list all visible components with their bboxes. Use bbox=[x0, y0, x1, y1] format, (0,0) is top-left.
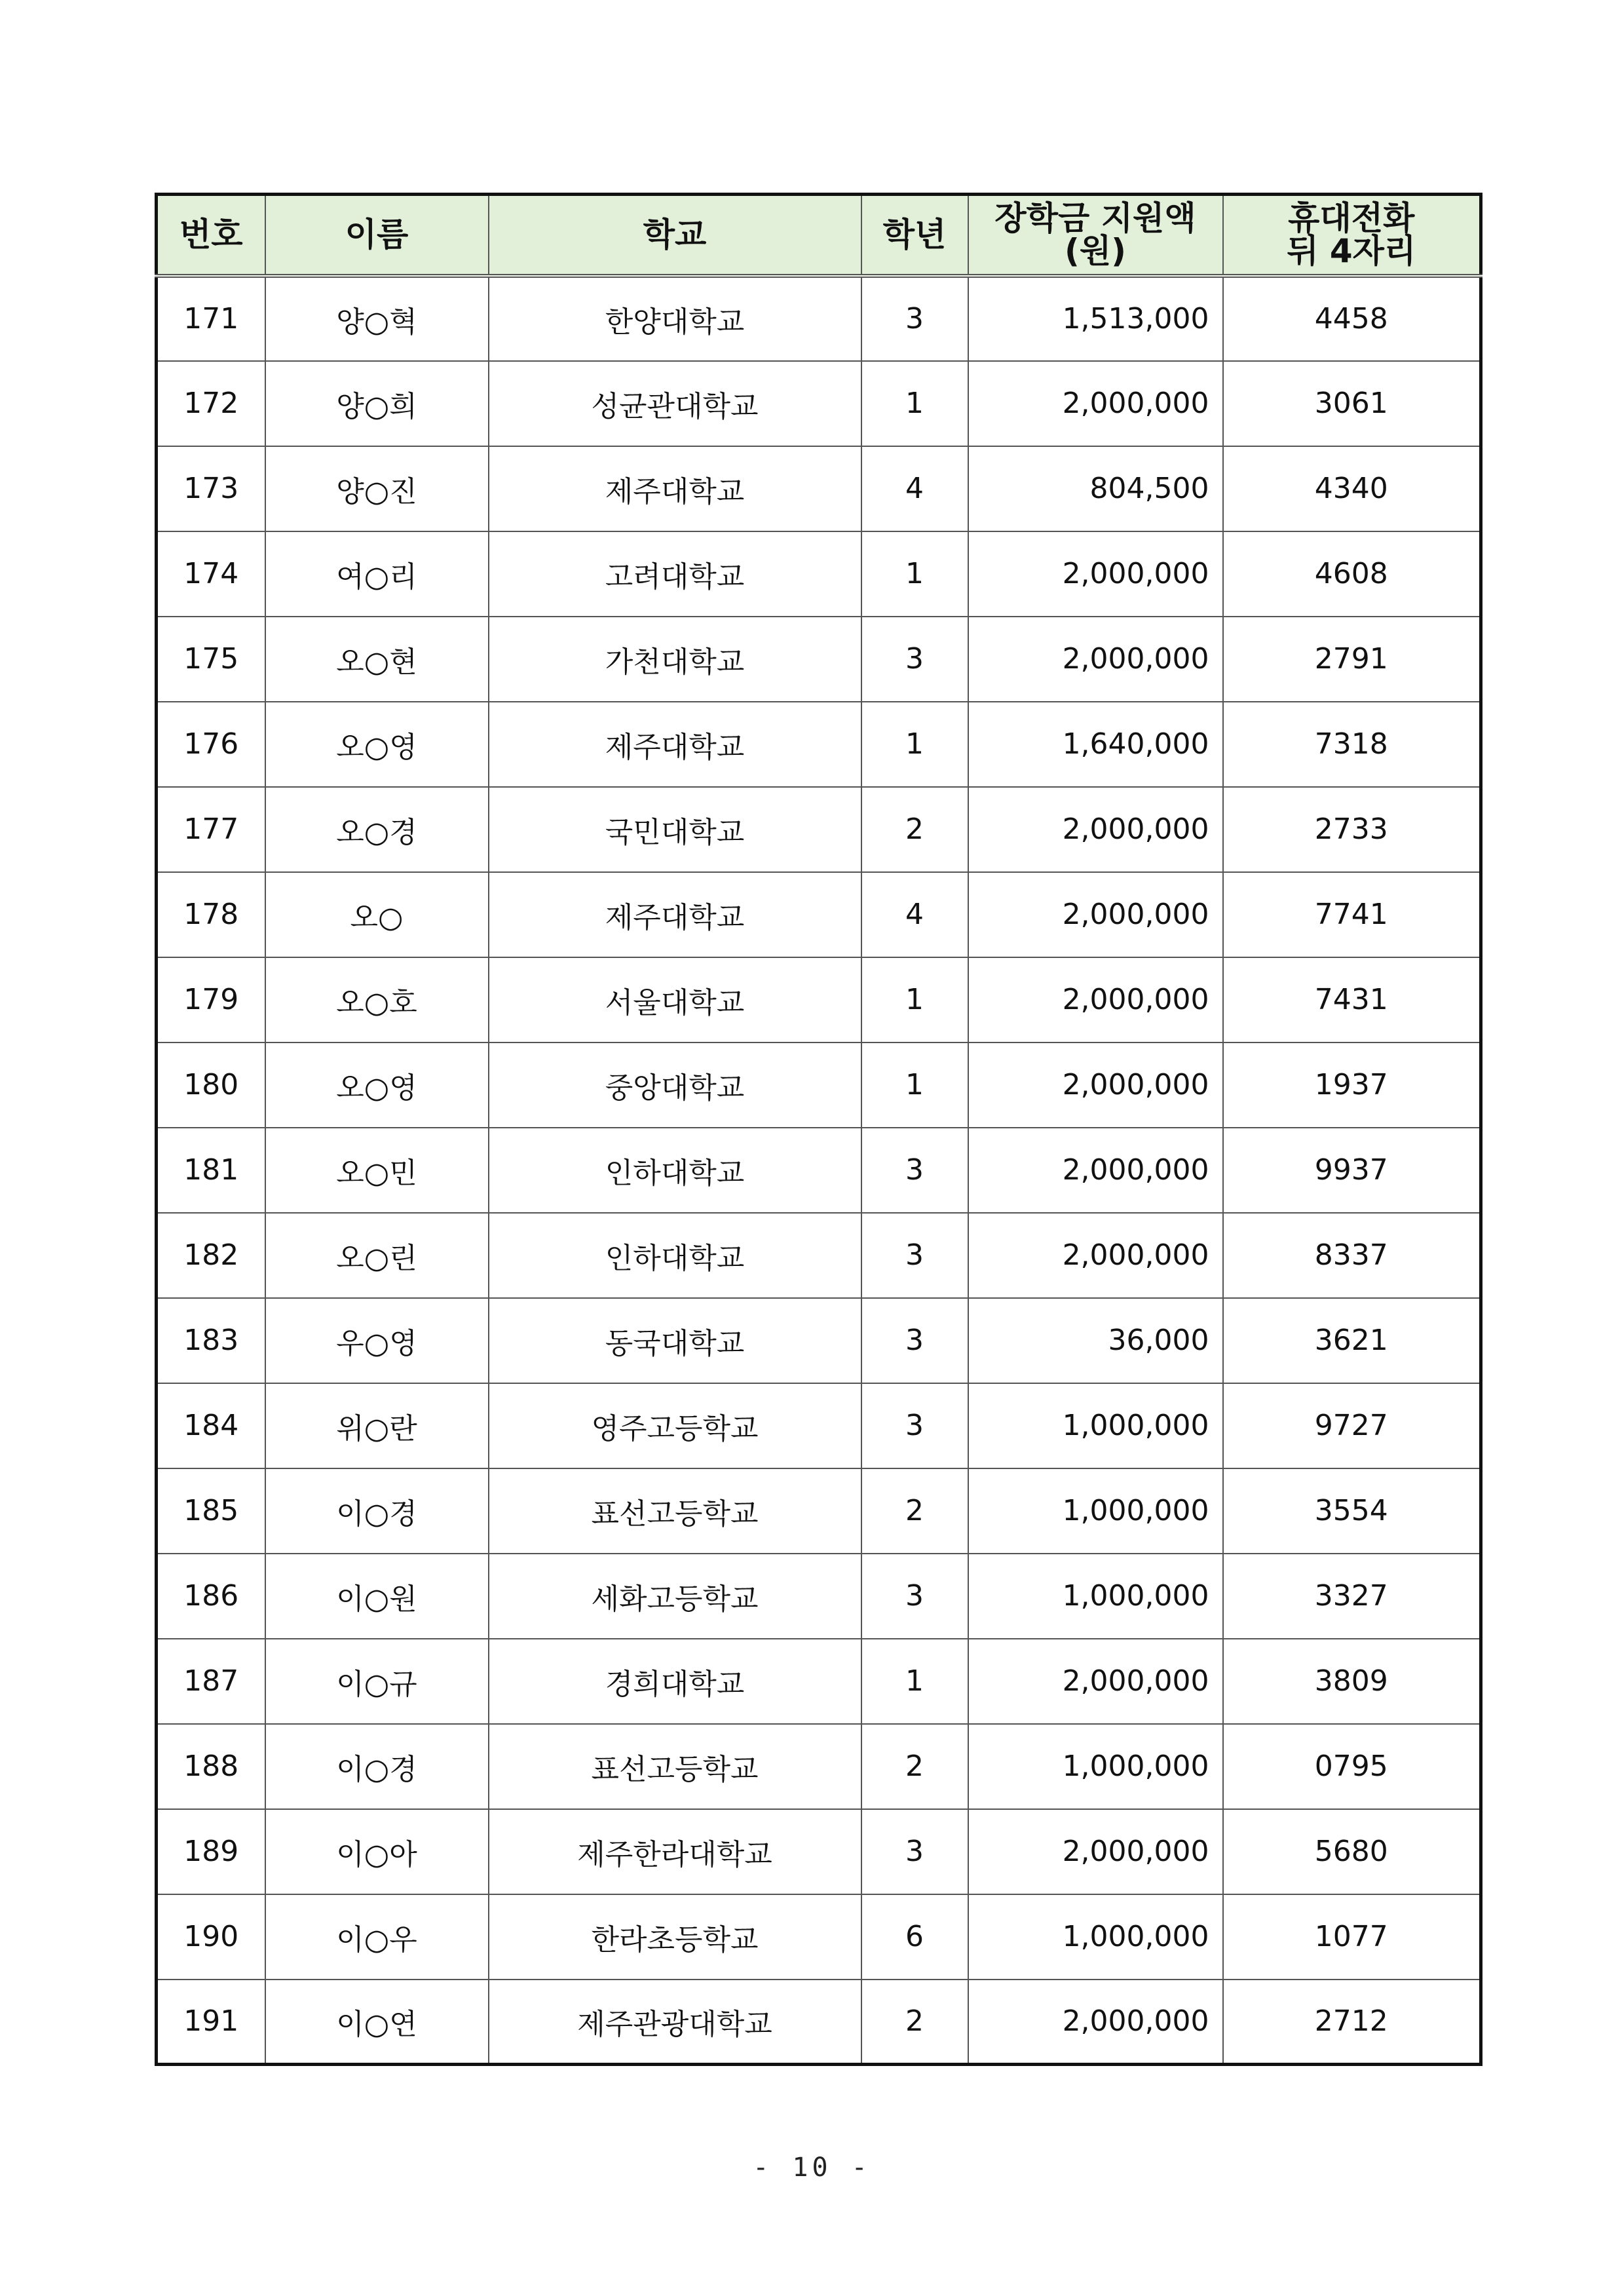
cell-grade: 1 bbox=[861, 1639, 968, 1724]
cell-phone: 9937 bbox=[1223, 1128, 1481, 1213]
cell-amount: 1,513,000 bbox=[968, 276, 1223, 361]
cell-amount: 2,000,000 bbox=[968, 787, 1223, 872]
table-row bbox=[157, 1468, 1481, 1554]
cell-amount: 2,000,000 bbox=[968, 1639, 1223, 1724]
scholarship-table bbox=[155, 193, 1482, 2066]
cell-school: 표선고등학교 bbox=[489, 1724, 861, 1809]
header-amount bbox=[968, 195, 1223, 276]
cell-school: 인하대학교 bbox=[489, 1213, 861, 1298]
cell-phone: 9727 bbox=[1223, 1383, 1481, 1468]
cell-grade: 3 bbox=[861, 617, 968, 702]
table-body bbox=[157, 276, 1481, 2065]
cell-name: 오○호 bbox=[265, 957, 489, 1043]
table-row bbox=[157, 1980, 1481, 2065]
cell-no: 180 bbox=[157, 1043, 265, 1128]
cell-no: 190 bbox=[157, 1894, 265, 1980]
header-phone-line1: 휴대전화 bbox=[1288, 199, 1415, 238]
cell-phone: 1077 bbox=[1223, 1894, 1481, 1980]
cell-phone: 7431 bbox=[1223, 957, 1481, 1043]
cell-no: 191 bbox=[157, 1980, 265, 2065]
cell-name: 이○아 bbox=[265, 1809, 489, 1894]
cell-school: 고려대학교 bbox=[489, 531, 861, 617]
cell-name: 여○리 bbox=[265, 531, 489, 617]
cell-name: 이○경 bbox=[265, 1724, 489, 1809]
cell-school: 인하대학교 bbox=[489, 1128, 861, 1213]
cell-amount: 2,000,000 bbox=[968, 957, 1223, 1043]
cell-phone: 2791 bbox=[1223, 617, 1481, 702]
cell-amount: 1,000,000 bbox=[968, 1894, 1223, 1980]
cell-amount: 804,500 bbox=[968, 446, 1223, 531]
cell-no: 184 bbox=[157, 1383, 265, 1468]
cell-name: 이○우 bbox=[265, 1894, 489, 1980]
header-row bbox=[157, 195, 1481, 276]
cell-phone: 5680 bbox=[1223, 1809, 1481, 1894]
cell-grade: 3 bbox=[861, 1554, 968, 1639]
cell-no: 178 bbox=[157, 872, 265, 957]
cell-amount: 2,000,000 bbox=[968, 361, 1223, 446]
table-row bbox=[157, 1724, 1481, 1809]
table-row bbox=[157, 361, 1481, 446]
table-row bbox=[157, 872, 1481, 957]
cell-amount: 2,000,000 bbox=[968, 1213, 1223, 1298]
cell-phone: 3621 bbox=[1223, 1298, 1481, 1383]
cell-name: 오○경 bbox=[265, 787, 489, 872]
cell-name: 양○혁 bbox=[265, 276, 489, 361]
cell-phone: 4608 bbox=[1223, 531, 1481, 617]
table-row bbox=[157, 1554, 1481, 1639]
table-row bbox=[157, 276, 1481, 361]
cell-grade: 1 bbox=[861, 531, 968, 617]
cell-amount: 2,000,000 bbox=[968, 531, 1223, 617]
cell-school: 세화고등학교 bbox=[489, 1554, 861, 1639]
cell-amount: 1,000,000 bbox=[968, 1724, 1223, 1809]
cell-phone: 2733 bbox=[1223, 787, 1481, 872]
cell-no: 186 bbox=[157, 1554, 265, 1639]
cell-amount: 1,000,000 bbox=[968, 1554, 1223, 1639]
cell-school: 제주관광대학교 bbox=[489, 1980, 861, 2065]
cell-phone: 3327 bbox=[1223, 1554, 1481, 1639]
cell-name: 오○영 bbox=[265, 1043, 489, 1128]
cell-no: 174 bbox=[157, 531, 265, 617]
cell-phone: 1937 bbox=[1223, 1043, 1481, 1128]
header-phone bbox=[1223, 195, 1481, 276]
cell-school: 한라초등학교 bbox=[489, 1894, 861, 1980]
cell-amount: 2,000,000 bbox=[968, 1043, 1223, 1128]
cell-name: 양○진 bbox=[265, 446, 489, 531]
cell-name: 이○경 bbox=[265, 1468, 489, 1554]
header-grade: 학년 bbox=[861, 195, 968, 276]
cell-phone: 3061 bbox=[1223, 361, 1481, 446]
cell-grade: 2 bbox=[861, 1724, 968, 1809]
cell-grade: 2 bbox=[861, 1468, 968, 1554]
cell-school: 제주한라대학교 bbox=[489, 1809, 861, 1894]
cell-phone: 4340 bbox=[1223, 446, 1481, 531]
cell-amount: 2,000,000 bbox=[968, 1128, 1223, 1213]
cell-name: 오○영 bbox=[265, 702, 489, 787]
cell-name: 양○희 bbox=[265, 361, 489, 446]
table-row bbox=[157, 1043, 1481, 1128]
cell-school: 가천대학교 bbox=[489, 617, 861, 702]
cell-no: 172 bbox=[157, 361, 265, 446]
page-number: - 10 - bbox=[753, 2152, 871, 2183]
cell-grade: 3 bbox=[861, 276, 968, 361]
cell-no: 188 bbox=[157, 1724, 265, 1809]
header-name: 이름 bbox=[265, 195, 489, 276]
header-amount-line2: (원) bbox=[1064, 232, 1126, 271]
table-header bbox=[157, 195, 1481, 276]
header-school: 학교 bbox=[489, 195, 861, 276]
cell-grade: 1 bbox=[861, 1043, 968, 1128]
cell-name: 이○원 bbox=[265, 1554, 489, 1639]
table-row bbox=[157, 787, 1481, 872]
cell-no: 176 bbox=[157, 702, 265, 787]
cell-school: 표선고등학교 bbox=[489, 1468, 861, 1554]
cell-no: 183 bbox=[157, 1298, 265, 1383]
cell-no: 175 bbox=[157, 617, 265, 702]
cell-grade: 3 bbox=[861, 1809, 968, 1894]
cell-name: 위○란 bbox=[265, 1383, 489, 1468]
cell-no: 171 bbox=[157, 276, 265, 361]
cell-school: 제주대학교 bbox=[489, 446, 861, 531]
table-row bbox=[157, 1128, 1481, 1213]
table-row bbox=[157, 617, 1481, 702]
cell-phone: 8337 bbox=[1223, 1213, 1481, 1298]
cell-name: 우○영 bbox=[265, 1298, 489, 1383]
table-row bbox=[157, 446, 1481, 531]
cell-amount: 2,000,000 bbox=[968, 617, 1223, 702]
cell-amount: 2,000,000 bbox=[968, 1980, 1223, 2065]
cell-school: 동국대학교 bbox=[489, 1298, 861, 1383]
table-row bbox=[157, 1298, 1481, 1383]
cell-no: 185 bbox=[157, 1468, 265, 1554]
cell-no: 179 bbox=[157, 957, 265, 1043]
cell-no: 189 bbox=[157, 1809, 265, 1894]
cell-amount: 2,000,000 bbox=[968, 872, 1223, 957]
cell-grade: 2 bbox=[861, 787, 968, 872]
table-row bbox=[157, 957, 1481, 1043]
table-row bbox=[157, 1639, 1481, 1724]
cell-grade: 3 bbox=[861, 1128, 968, 1213]
table-row bbox=[157, 1383, 1481, 1468]
cell-no: 182 bbox=[157, 1213, 265, 1298]
cell-amount: 36,000 bbox=[968, 1298, 1223, 1383]
cell-name: 오○민 bbox=[265, 1128, 489, 1213]
cell-no: 187 bbox=[157, 1639, 265, 1724]
cell-phone: 4458 bbox=[1223, 276, 1481, 361]
cell-name: 오○ bbox=[265, 872, 489, 957]
cell-amount: 1,000,000 bbox=[968, 1468, 1223, 1554]
cell-phone: 7318 bbox=[1223, 702, 1481, 787]
cell-name: 오○현 bbox=[265, 617, 489, 702]
table-row bbox=[157, 531, 1481, 617]
cell-no: 173 bbox=[157, 446, 265, 531]
cell-phone: 2712 bbox=[1223, 1980, 1481, 2065]
cell-grade: 3 bbox=[861, 1298, 968, 1383]
cell-name: 이○규 bbox=[265, 1639, 489, 1724]
cell-school: 제주대학교 bbox=[489, 872, 861, 957]
cell-grade: 2 bbox=[861, 1980, 968, 2065]
cell-phone: 3554 bbox=[1223, 1468, 1481, 1554]
cell-grade: 3 bbox=[861, 1213, 968, 1298]
table-row bbox=[157, 702, 1481, 787]
cell-school: 중앙대학교 bbox=[489, 1043, 861, 1128]
cell-grade: 4 bbox=[861, 446, 968, 531]
cell-phone: 0795 bbox=[1223, 1724, 1481, 1809]
table-row bbox=[157, 1809, 1481, 1894]
cell-no: 181 bbox=[157, 1128, 265, 1213]
cell-grade: 4 bbox=[861, 872, 968, 957]
cell-school: 영주고등학교 bbox=[489, 1383, 861, 1468]
cell-amount: 1,640,000 bbox=[968, 702, 1223, 787]
cell-name: 이○연 bbox=[265, 1980, 489, 2065]
cell-phone: 3809 bbox=[1223, 1639, 1481, 1724]
cell-grade: 3 bbox=[861, 1383, 968, 1468]
header-no: 번호 bbox=[157, 195, 265, 276]
cell-school: 국민대학교 bbox=[489, 787, 861, 872]
cell-grade: 1 bbox=[861, 957, 968, 1043]
cell-school: 성균관대학교 bbox=[489, 361, 861, 446]
table-row bbox=[157, 1213, 1481, 1298]
table-row bbox=[157, 1894, 1481, 1980]
cell-name: 오○린 bbox=[265, 1213, 489, 1298]
header-amount-line1: 장학금 지원액 bbox=[994, 199, 1196, 238]
cell-grade: 1 bbox=[861, 361, 968, 446]
cell-grade: 6 bbox=[861, 1894, 968, 1980]
cell-grade: 1 bbox=[861, 702, 968, 787]
cell-no: 177 bbox=[157, 787, 265, 872]
cell-school: 경희대학교 bbox=[489, 1639, 861, 1724]
cell-phone: 7741 bbox=[1223, 872, 1481, 957]
cell-amount: 2,000,000 bbox=[968, 1809, 1223, 1894]
cell-school: 한양대학교 bbox=[489, 276, 861, 361]
header-phone-line2: 뒤 4자리 bbox=[1287, 232, 1416, 271]
cell-school: 제주대학교 bbox=[489, 702, 861, 787]
cell-school: 서울대학교 bbox=[489, 957, 861, 1043]
cell-amount: 1,000,000 bbox=[968, 1383, 1223, 1468]
